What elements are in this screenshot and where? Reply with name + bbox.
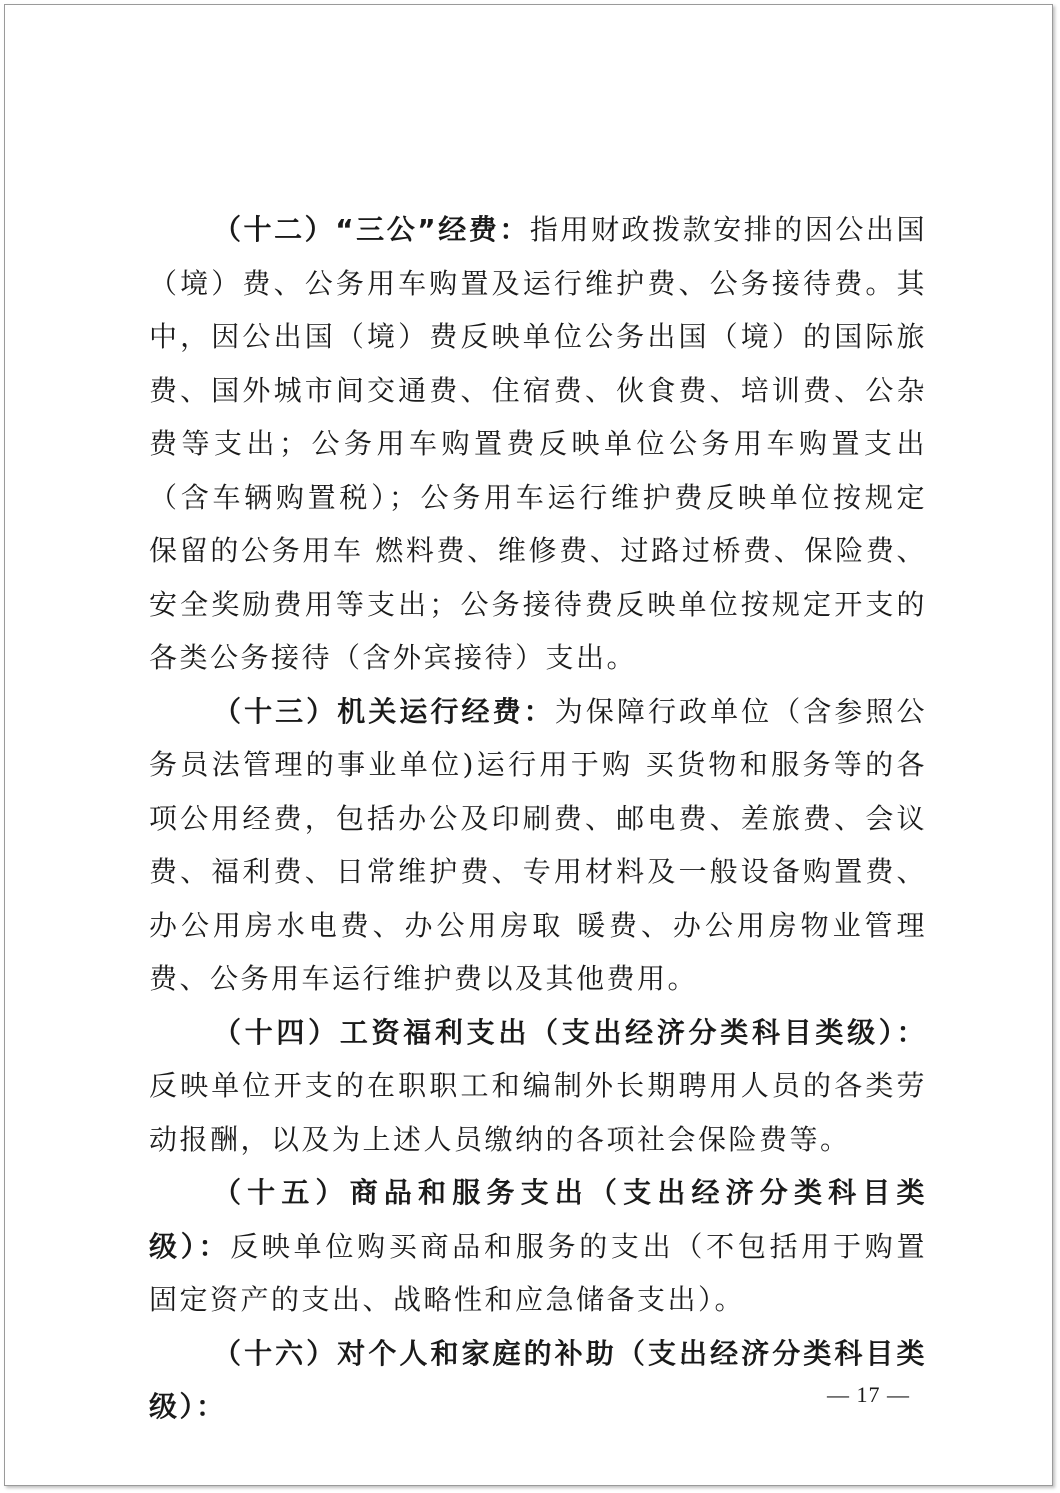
paragraph-16-heading: （十六）对个人和家庭的补助（支出经济分类科目类级）： — [149, 1336, 927, 1423]
paragraph-15 — [149, 1166, 927, 1327]
document-body — [149, 203, 927, 1434]
paragraph-12-text: 指用财政拨款安排的因公出国（境）费、公务用车购置及运行维护费、公务接待费。其中，因公出国（境）费反映单位公务出国（境）的国际旅费、国外城市间交通费、住宿费、伙食费、培训费、公杂费等支出；公务用车购置费反映单位公务用车购置支出（含车辆购置税）；公务用车运行维护费反映单位按规定保留的公务用车 燃料费、维修费、过路过桥费、保险费、安全奖励费用等支出；公务接待费反映单位按规定开支的各类公务接待（含外宾接待）支出。 — [149, 213, 927, 674]
paragraph-14 — [149, 1006, 927, 1167]
document-page — [4, 4, 1053, 1486]
paragraph-15-text: 反映单位购买商品和服务的支出（不包括用于购置固定资产的支出、战略性和应急储备支出）。 — [149, 1229, 927, 1316]
paragraph-12 — [149, 203, 927, 685]
paragraph-15-heading: （十五）商品和服务支出（支出经济分类科目类级）： — [149, 1176, 927, 1263]
paragraph-13-heading: （十三）机关运行经费： — [213, 694, 555, 728]
paragraph-16 — [149, 1327, 927, 1434]
paragraph-13-text: 为保障行政单位（含参照公务员法管理的事业单位)运行用于购 买货物和服务等的各项公用经费，包括办公及印刷费、邮电费、差旅费、会议费、福利费、日常维护费、专用材料及一般设备购置费、办公用房水电费、办公用房取 暖费、办公用房物业管理费、公务用车运行维护费以及其他费用。 — [149, 694, 927, 995]
paragraph-14-text: 反映单位开支的在职职工和编制外长期聘用人员的各类劳动报酬，以及为上述人员缴纳的各项社会保险费等。 — [149, 1069, 927, 1156]
page-number: — 17 — — [827, 1382, 910, 1407]
paragraph-12-heading: （十二）“三公”经费： — [213, 213, 530, 246]
paragraph-13 — [149, 685, 927, 1006]
paragraph-14-heading: （十四）工资福利支出（支出经济分类科目类级）： — [213, 1015, 927, 1049]
